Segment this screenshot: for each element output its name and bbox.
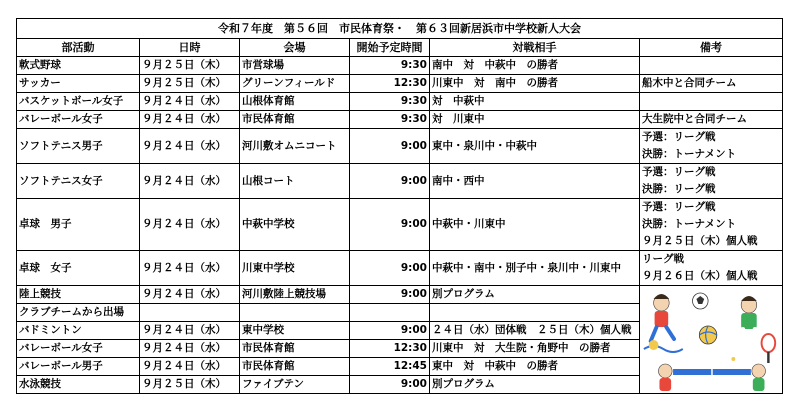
note-line: 決勝：リーグ戦 [642, 183, 716, 195]
date-cell: ９月２５日（木） [140, 376, 240, 394]
date-cell: ９月２４日（水） [140, 93, 240, 111]
date-cell: ９月２５日（木） [140, 75, 240, 93]
opponent-cell: 対 中萩中 [430, 93, 640, 111]
time-cell: 9:00 [350, 286, 430, 304]
time-cell: 12:45 [350, 358, 430, 376]
header-start-time: 開始予定時間 [350, 39, 430, 57]
club-cell: クラブチームから出場 [17, 304, 140, 322]
club-cell: バレーボール男子 [17, 358, 140, 376]
note-line: 予選：リーグ戦 [642, 201, 716, 213]
table-row [17, 93, 783, 111]
date-cell [140, 304, 240, 322]
date-cell: ９月２４日（水） [140, 129, 240, 164]
note-line: 船木中と合同チーム [642, 77, 737, 89]
venue-cell: ファイブテン [240, 376, 350, 394]
venue-cell: 市民体育館 [240, 111, 350, 129]
schedule-table [16, 18, 783, 394]
opponent-cell: ２４日（水）団体戦 ２５日（木）個人戦 [430, 322, 640, 340]
club-cell: サッカー [17, 75, 140, 93]
note-line: 決勝：トーナメント [642, 148, 737, 160]
notes-illustration-cell [640, 286, 783, 394]
table-row [17, 251, 783, 286]
venue-cell [240, 304, 350, 322]
header-row [17, 39, 783, 57]
opponent-cell: 南中 対 中萩中 の勝者 [430, 57, 640, 75]
time-cell: 9:30 [350, 93, 430, 111]
opponent-cell: 川東中 対 南中 の勝者 [430, 75, 640, 93]
date-cell: ９月２４日（水） [140, 358, 240, 376]
club-cell: バレーボール女子 [17, 111, 140, 129]
table-row [17, 199, 783, 251]
notes-cell [640, 111, 783, 129]
date-cell: ９月２５日（木） [140, 57, 240, 75]
venue-cell: 市民体育館 [240, 358, 350, 376]
tennis-racket-icon [762, 334, 776, 363]
date-cell: ９月２４日（水） [140, 322, 240, 340]
club-cell: ソフトテニス女子 [17, 164, 140, 199]
player-figure [739, 296, 759, 341]
club-cell: 軟式野球 [17, 57, 140, 75]
notes-cell [640, 164, 783, 199]
date-cell: ９月２４日（水） [140, 251, 240, 286]
header-club: 部活動 [17, 39, 140, 57]
opponent-cell: 中萩中・南中・別子中・泉川中・川東中 [430, 251, 640, 286]
opponent-cell: 川東中 対 大生院・角野中 の勝者 [430, 340, 640, 358]
note-line: ９月２６日（木）個人戦 [642, 270, 758, 282]
opponent-cell: 中萩中・川東中 [430, 199, 640, 251]
time-cell: 9:00 [350, 322, 430, 340]
club-cell: バドミントン [17, 322, 140, 340]
venue-cell: 川東中学校 [240, 251, 350, 286]
time-cell: 9:00 [350, 199, 430, 251]
venue-cell: 山根コート [240, 164, 350, 199]
time-cell: 9:30 [350, 57, 430, 75]
table-tennis-figure [658, 357, 765, 391]
date-cell: ９月２４日（水） [140, 286, 240, 304]
header-opponent: 対戦相手 [430, 39, 640, 57]
club-cell: バレーボール女子 [17, 340, 140, 358]
time-cell: 12:30 [350, 340, 430, 358]
club-cell: バスケットボール女子 [17, 93, 140, 111]
notes-cell [640, 75, 783, 93]
club-cell: 水泳競技 [17, 376, 140, 394]
time-cell: 9:00 [350, 129, 430, 164]
table-row [17, 164, 783, 199]
table-row [17, 57, 783, 75]
venue-cell: 東中学校 [240, 322, 350, 340]
time-cell: 9:30 [350, 111, 430, 129]
opponent-cell: 別プログラム [430, 376, 640, 394]
note-line: 決勝：トーナメント [642, 218, 737, 230]
venue-cell: 市営球場 [240, 57, 350, 75]
runner-figure [651, 294, 674, 341]
club-cell: 陸上競技 [17, 286, 140, 304]
table-row [17, 111, 783, 129]
opponent-cell: 対 川東中 [430, 111, 640, 129]
header-venue: 会場 [240, 39, 350, 57]
time-cell: 9:00 [350, 251, 430, 286]
table-row [17, 286, 783, 304]
venue-cell: 中萩中学校 [240, 199, 350, 251]
table-row [17, 75, 783, 93]
notes-cell [640, 199, 783, 251]
note-line: 予選：リーグ戦 [642, 131, 716, 143]
date-cell: ９月２４日（水） [140, 111, 240, 129]
venue-cell: 河川敷オムニコート [240, 129, 350, 164]
opponent-cell: 東中・泉川中・中萩中 [430, 129, 640, 164]
time-cell [350, 304, 430, 322]
opponent-cell: 東中 対 中萩中 の勝者 [430, 358, 640, 376]
date-cell: ９月２４日（水） [140, 164, 240, 199]
venue-cell: 市民体育館 [240, 340, 350, 358]
date-cell: ９月２４日（水） [140, 340, 240, 358]
soccer-ball-icon [693, 293, 709, 309]
table-row [17, 129, 783, 164]
venue-cell: グリーンフィールド [240, 75, 350, 93]
opponent-cell: 別プログラム [430, 286, 640, 304]
volleyball-icon [699, 326, 717, 344]
notes-cell [640, 57, 783, 75]
venue-cell: 山根体育館 [240, 93, 350, 111]
time-cell: 12:30 [350, 75, 430, 93]
note-line: 予選：リーグ戦 [642, 166, 716, 178]
header-date: 日時 [140, 39, 240, 57]
club-cell: 卓球 男子 [17, 199, 140, 251]
club-cell: ソフトテニス男子 [17, 129, 140, 164]
note-line: ９月２５日（木）個人戦 [642, 235, 758, 247]
date-cell: ９月２４日（水） [140, 199, 240, 251]
note-line: リーグ戦 [642, 253, 684, 265]
notes-cell [640, 251, 783, 286]
notes-cell [640, 93, 783, 111]
note-line: 大生院中と合同チーム [642, 113, 747, 125]
opponent-cell [430, 304, 640, 322]
table-title: 令和７年度 第５６回 市民体育祭・ 第６３回新居浜市中学校新人大会 [17, 19, 783, 39]
opponent-cell: 南中・西中 [430, 164, 640, 199]
sports-illustration [640, 287, 782, 393]
venue-cell: 河川敷陸上競技場 [240, 286, 350, 304]
club-cell: 卓球 女子 [17, 251, 140, 286]
notes-cell [640, 129, 783, 164]
time-cell: 9:00 [350, 164, 430, 199]
header-notes: 備考 [640, 39, 783, 57]
time-cell: 9:00 [350, 376, 430, 394]
